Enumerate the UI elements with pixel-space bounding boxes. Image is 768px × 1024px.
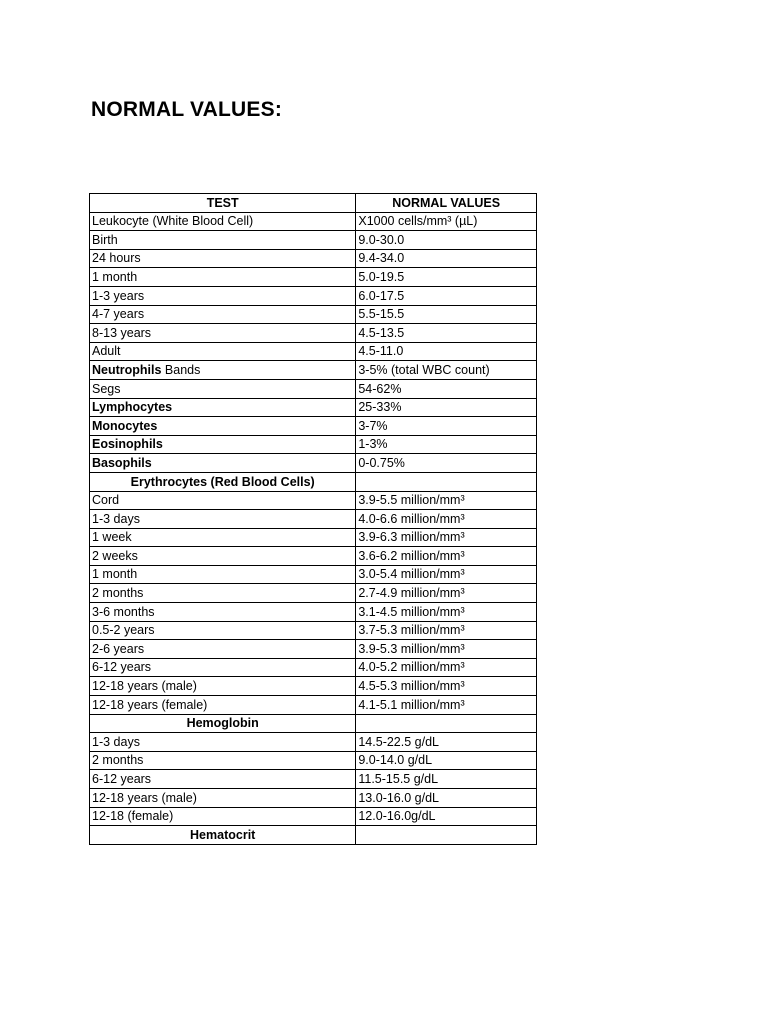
test-cell: 1 month [90,566,356,585]
test-cell [90,417,356,436]
value-cell: 6.0-17.5 [356,287,537,306]
test-name-bold: Neutrophils [92,362,162,377]
value-cell: 4.5-13.5 [356,324,537,343]
test-cell: 1-3 days [90,510,356,529]
test-name-bold: Monocytes [92,418,158,433]
value-cell: 5.0-19.5 [356,268,537,287]
value-cell: 5.5-15.5 [356,306,537,325]
page-title: NORMAL VALUES: [91,98,283,121]
value-cell: 12.0-16.0g/dL [356,808,537,827]
test-cell [90,436,356,455]
table-row [90,547,537,566]
section-label: Hemoglobin [90,715,356,734]
table-row [90,436,537,455]
table-row [90,770,537,789]
test-cell: Adult [90,343,356,362]
test-name-bold: Basophils [92,455,152,470]
test-cell [90,454,356,473]
test-cell: 0.5-2 years [90,622,356,641]
section-row [90,715,537,734]
table-row [90,677,537,696]
value-cell: 3-5% (total WBC count) [356,361,537,380]
table-row [90,752,537,771]
value-cell: 3.9-5.5 million/mm³ [356,492,537,511]
table-row [90,213,537,232]
value-cell: 4.1-5.1 million/mm³ [356,696,537,715]
value-cell: 3.9-5.3 million/mm³ [356,640,537,659]
table-row [90,622,537,641]
test-cell: 12-18 (female) [90,808,356,827]
value-cell: 3.7-5.3 million/mm³ [356,622,537,641]
test-cell: Leukocyte (White Blood Cell) [90,213,356,232]
table-row [90,268,537,287]
value-cell: 3.6-6.2 million/mm³ [356,547,537,566]
value-cell: X1000 cells/mm³ (µL) [356,213,537,232]
value-cell: 54-62% [356,380,537,399]
value-cell: 4.5-11.0 [356,343,537,362]
value-cell: 4.5-5.3 million/mm³ [356,677,537,696]
table-row [90,287,537,306]
table-row [90,306,537,325]
table-header-row [90,194,537,213]
value-cell: 9.0-14.0 g/dL [356,752,537,771]
test-cell: 2-6 years [90,640,356,659]
test-cell [90,399,356,418]
test-column-header: TEST [90,194,356,213]
table-row [90,231,537,250]
value-cell: 1-3% [356,436,537,455]
test-cell: 1-3 years [90,287,356,306]
table-row [90,603,537,622]
test-cell: Segs [90,380,356,399]
table-row [90,454,537,473]
test-cell: Birth [90,231,356,250]
section-row [90,473,537,492]
table-row [90,343,537,362]
value-cell: 25-33% [356,399,537,418]
test-cell: 8-13 years [90,324,356,343]
table-row [90,380,537,399]
table-row [90,361,537,380]
table-row [90,789,537,808]
section-row [90,826,537,845]
test-cell: 6-12 years [90,659,356,678]
test-cell: 6-12 years [90,770,356,789]
section-label: Erythrocytes (Red Blood Cells) [90,473,356,492]
value-cell: 2.7-4.9 million/mm³ [356,584,537,603]
table-row [90,640,537,659]
table-body [90,213,537,845]
value-cell: 4.0-5.2 million/mm³ [356,659,537,678]
table-row [90,529,537,548]
table-row [90,733,537,752]
value-cell: 0-0.75% [356,454,537,473]
test-cell: 2 weeks [90,547,356,566]
test-name-bold: Lymphocytes [92,400,173,415]
test-cell: 4-7 years [90,306,356,325]
table-row [90,324,537,343]
section-value-cell [356,715,537,734]
test-cell: 1-3 days [90,733,356,752]
table-row [90,492,537,511]
table-row [90,584,537,603]
test-cell: 1 month [90,268,356,287]
test-cell: 1 week [90,529,356,548]
value-cell: 4.0-6.6 million/mm³ [356,510,537,529]
table-row [90,808,537,827]
value-cell: 3.1-4.5 million/mm³ [356,603,537,622]
section-value-cell [356,473,537,492]
table-row [90,566,537,585]
table-row [90,696,537,715]
section-label: Hematocrit [90,826,356,845]
value-cell: 3.9-6.3 million/mm³ [356,529,537,548]
test-cell: 12-18 years (male) [90,789,356,808]
test-cell: Cord [90,492,356,511]
table-row [90,417,537,436]
value-cell: 11.5-15.5 g/dL [356,770,537,789]
test-cell: 24 hours [90,250,356,269]
value-cell: 3.0-5.4 million/mm³ [356,566,537,585]
test-name-bold: Eosinophils [92,437,163,452]
value-cell: 14.5-22.5 g/dL [356,733,537,752]
value-cell: 9.0-30.0 [356,231,537,250]
normal-values-table [89,193,537,845]
test-cell: 2 months [90,752,356,771]
section-value-cell [356,826,537,845]
normal-values-column-header: NORMAL VALUES [356,194,537,213]
value-cell: 3-7% [356,417,537,436]
value-cell: 13.0-16.0 g/dL [356,789,537,808]
test-cell: 3-6 months [90,603,356,622]
table-row [90,399,537,418]
test-cell: 12-18 years (female) [90,696,356,715]
test-name-suffix: Bands [161,362,201,377]
test-cell: 12-18 years (male) [90,677,356,696]
table-row [90,510,537,529]
test-cell: 2 months [90,584,356,603]
table-row [90,659,537,678]
table-row [90,250,537,269]
value-cell: 9.4-34.0 [356,250,537,269]
test-cell [90,361,356,380]
